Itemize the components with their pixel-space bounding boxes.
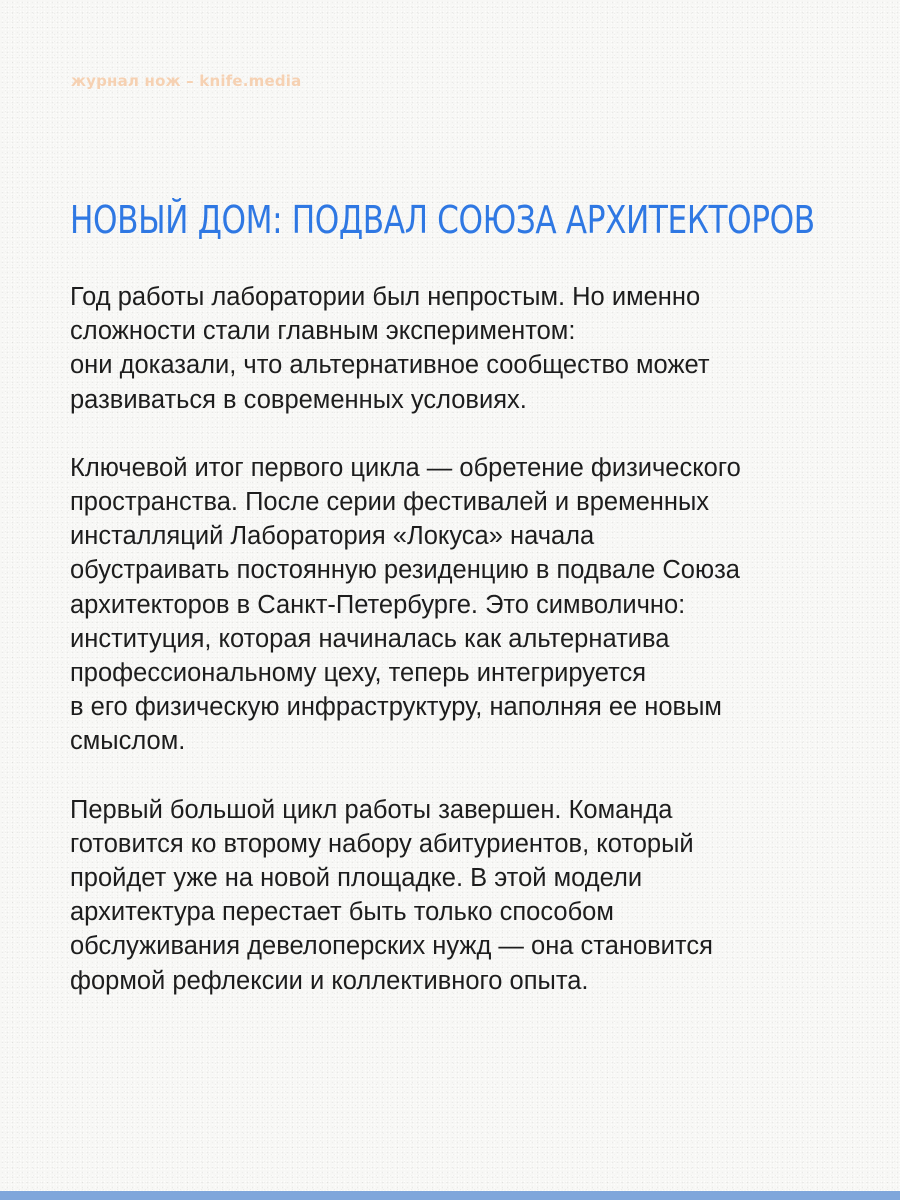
text-line: смыслом. bbox=[70, 727, 186, 756]
article-body bbox=[70, 280, 860, 1032]
text-line: Первый большой цикл работы завершен. Команда bbox=[70, 795, 673, 824]
text-line: развиваться в современных условиях. bbox=[70, 385, 527, 414]
paragraph-2 bbox=[70, 451, 860, 759]
bottom-accent-stripe bbox=[0, 1191, 900, 1200]
text-line: формой рефлексии и коллективного опыта. bbox=[70, 966, 589, 995]
paragraph-3 bbox=[70, 793, 860, 998]
text-line: Год работы лаборатории был непростым. Но именно bbox=[70, 283, 701, 311]
text-line: Ключевой итог первого цикла — обретение физического bbox=[70, 453, 741, 482]
text-line: пространства. После серии фестивалей и временных bbox=[70, 488, 710, 517]
text-line: готовится ко второму набору абитуриентов, который bbox=[70, 829, 694, 858]
text-line: институция, которая начиналась как альтернатива bbox=[70, 624, 670, 653]
text-line: в его физическую инфраструктуру, наполняя ее новым bbox=[70, 693, 722, 722]
text-line: пройдет уже на новой площадке. В этой модели bbox=[70, 864, 643, 893]
text-line: инсталляций Лаборатория «Локуса» начала bbox=[70, 522, 595, 551]
paragraph-1 bbox=[70, 280, 860, 417]
text-line: архитектура перестает быть только способом bbox=[70, 898, 614, 927]
text-line: сложности стали главным экспериментом: bbox=[70, 317, 576, 346]
site-watermark: журнал нож – knife.media bbox=[71, 72, 302, 90]
text-line: архитекторов в Санкт-Петербурге. Это символично: bbox=[70, 590, 686, 619]
text-line: профессиональному цеху, теперь интегрируется bbox=[70, 659, 647, 688]
text-line: обслуживания девелоперских нужд — она становится bbox=[70, 932, 713, 961]
article-title: НОВЫЙ ДОМ: ПОДВАЛ СОЮЗА АРХИТЕКТОРОВ bbox=[70, 198, 815, 242]
text-line: обустраивать постоянную резиденцию в подвале Союза bbox=[70, 556, 740, 585]
text-line: они доказали, что альтернативное сообщество может bbox=[70, 351, 710, 380]
